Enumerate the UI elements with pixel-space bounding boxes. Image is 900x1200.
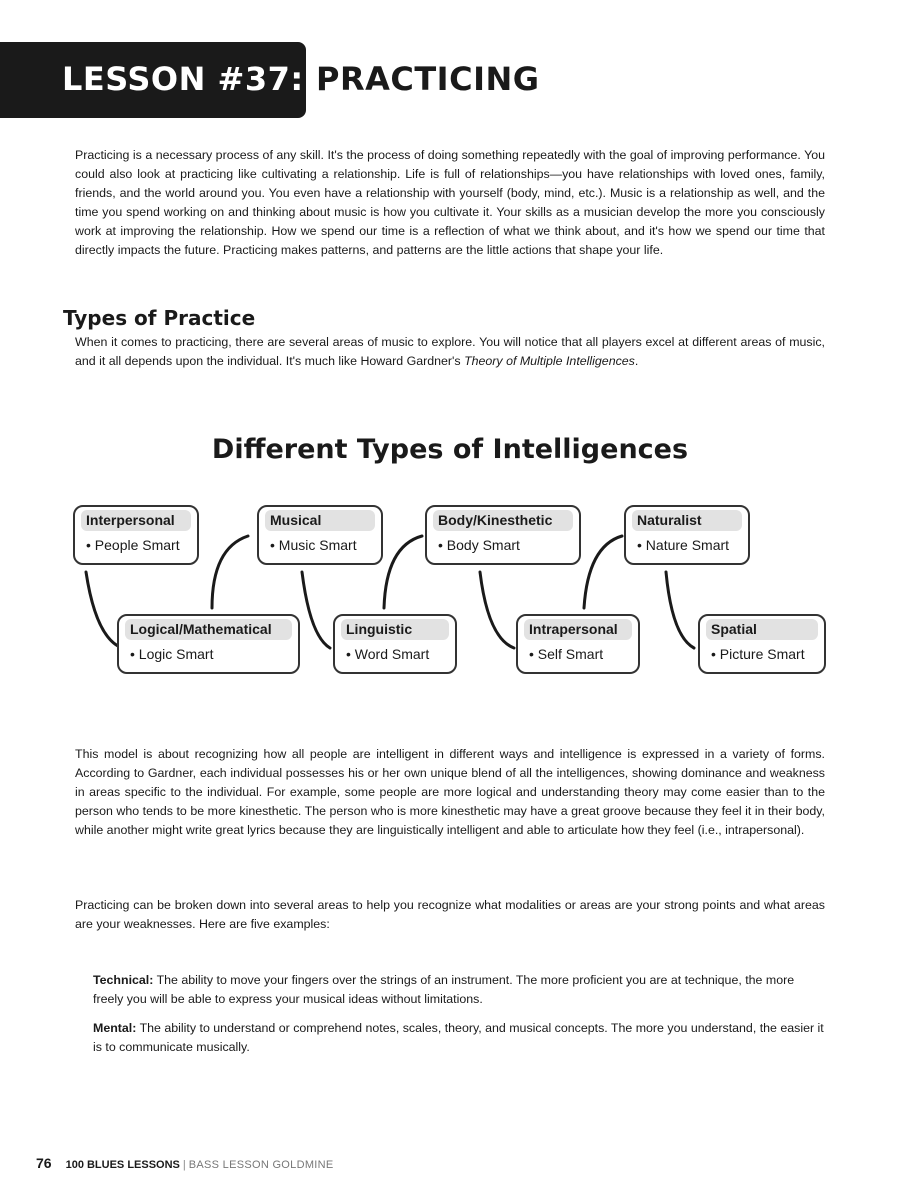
box-item: • Music Smart xyxy=(270,537,357,553)
connector-body-intrapersonal xyxy=(480,572,514,648)
connector-naturalist-spatial xyxy=(666,572,694,648)
definition-term: Technical: xyxy=(93,973,154,987)
box-item: • Logic Smart xyxy=(130,646,214,662)
section-paragraph xyxy=(75,333,825,371)
box-label: Logical/Mathematical xyxy=(125,619,292,640)
intro-paragraph: Practicing is a necessary process of any skill. It's the process of doing something repeatedly with the goal of improving performance. You could also look at practicing like cultivating a relationship. Life is full of relationships—you have relationships with loved ones, family, friends, and the world around you. You even have a relationship with yourself (body, mind, etc.). Music is a relationship as well, and the time you spend working on and thinking about music is how you cultivate it. Your skills as a musician develop the more you consciously work at improving the relationship. How we spend our time is a reflection of what we think about, and it's how we spend our time that directly impacts the future. Practicing makes patterns, and patterns are the little actions that shape your life. xyxy=(75,148,825,257)
lesson-number: LESSON #37: xyxy=(62,60,304,98)
box-body-kinesthetic xyxy=(425,505,581,565)
box-musical xyxy=(257,505,383,565)
definition-text: The ability to understand or comprehend notes, scales, theory, and musical concepts. The more you understand, the easier it is to communicate musically. xyxy=(93,1021,824,1054)
box-item: • Word Smart xyxy=(346,646,430,662)
book-title: 100 BLUES LESSONS xyxy=(65,1159,180,1171)
box-interpersonal xyxy=(73,505,199,565)
model-paragraph: This model is about recognizing how all people are intelligent in different ways and intelligence is expressed in a variety of forms. According to Gardner, each individual possesses his or her own unique blend of all the intelligences, showing dominance and weakness in areas specific to the individual. For example, some people are more logical and understanding theory may come easier than to the person who tends to be more kinesthetic. The person who is more kinesthetic may have a great groove because they feel it in their body, while another might write great lyrics because they are linguistically intelligent and able to articulate how they feel (i.e., intrapersonal). xyxy=(75,747,825,837)
box-logical-mathematical xyxy=(117,614,300,674)
footer-separator: | xyxy=(182,1159,186,1171)
box-naturalist xyxy=(624,505,750,565)
series-title: BASS LESSON GOLDMINE xyxy=(188,1159,334,1171)
definition-text: The ability to move your fingers over the strings of an instrument. The more proficient you are at technique, the more freely you will be able to express your musical ideas without limitations. xyxy=(93,973,795,1006)
connector-linguistic-body xyxy=(384,536,422,608)
box-item: • Body Smart xyxy=(438,537,520,553)
box-item: • People Smart xyxy=(86,537,180,553)
box-label: Musical xyxy=(265,510,375,531)
practicing-areas-paragraph: Practicing can be broken down into several areas to help you recognize what modalities or areas are your strong points and what areas are your weaknesses. Here are five examples: xyxy=(75,898,825,931)
section-text-before: When it comes to practicing, there are several areas of music to explore. You will notice that all players excel at different areas of music, and it all depends upon the individual. It's much like Howard Gardner's xyxy=(75,335,825,368)
box-linguistic xyxy=(333,614,457,674)
box-label: Intrapersonal xyxy=(524,619,632,640)
definition-technical xyxy=(93,971,825,1009)
connector-musical-linguistic xyxy=(302,572,330,648)
box-item: • Picture Smart xyxy=(711,646,805,662)
box-label: Spatial xyxy=(706,619,818,640)
page-number: 76 xyxy=(36,1155,52,1171)
box-intrapersonal xyxy=(516,614,640,674)
definition-term: Mental: xyxy=(93,1021,137,1035)
box-label: Linguistic xyxy=(341,619,449,640)
connector-logical-musical xyxy=(212,536,248,608)
section-text-after: . xyxy=(634,354,639,368)
box-spatial xyxy=(698,614,826,674)
box-label: Naturalist xyxy=(632,510,742,531)
box-label: Body/Kinesthetic xyxy=(433,510,573,531)
box-item: • Nature Smart xyxy=(637,537,730,553)
page-footer xyxy=(36,1155,334,1171)
definition-mental xyxy=(93,1019,825,1057)
lesson-title: PRACTICING xyxy=(316,60,540,98)
diagram-title: Different Types of Intelligences xyxy=(211,434,689,465)
connector-intrapersonal-naturalist xyxy=(584,536,622,608)
section-title: Types of Practice xyxy=(63,306,256,330)
box-label: Interpersonal xyxy=(81,510,191,531)
box-item: • Self Smart xyxy=(529,646,604,662)
theory-title: Theory of Multiple Intelligences xyxy=(464,354,635,368)
